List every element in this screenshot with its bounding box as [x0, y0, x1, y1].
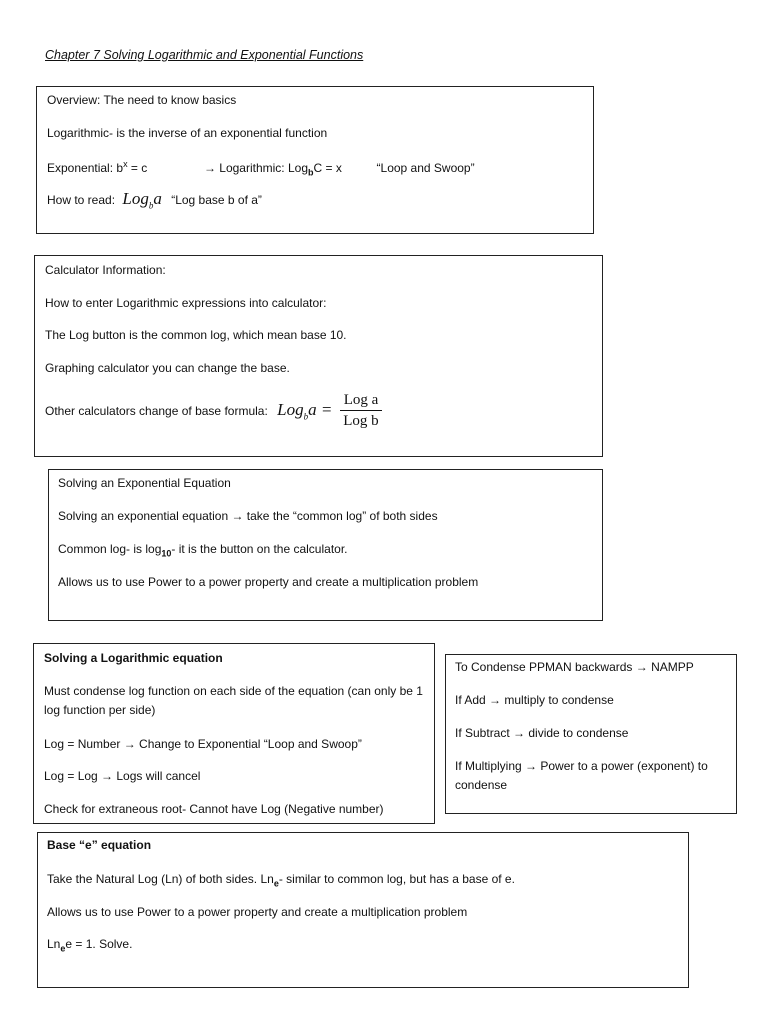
calculator-button-text: - it is the button on the calculator. [171, 542, 348, 556]
logarithmic-equation: C = x [313, 161, 342, 175]
base-e-heading: Base “e” equation [47, 838, 152, 852]
exponential-line-3: Allows us to use Power to a power property and create a multiplication problem [58, 575, 479, 589]
arrow-icon: → [203, 161, 216, 175]
logarithmic-definition: Logarithmic- is the inverse of an exponential function [47, 126, 328, 140]
ln-text: Ln [47, 937, 61, 951]
formula-a: a = [308, 400, 333, 420]
calculator-heading: Calculator Information: [45, 263, 166, 277]
logarithmic-line-1: Must condense log function on each side of the equation (can only be 1 log function per side) [44, 684, 423, 717]
exponential-label: Exponential: b [47, 161, 124, 175]
ln-base-e: e [273, 878, 279, 889]
formula-base: b [303, 411, 309, 422]
base-e-line-1 [47, 872, 515, 888]
natural-log-text: Take the Natural Log (Ln) of both sides. Ln [47, 872, 274, 886]
exponential-line-1: Solving an exponential equation → take the “common log” of both sides [58, 509, 438, 523]
read-base: b [148, 200, 154, 211]
logarithmic-heading: Solving a Logarithmic equation [44, 651, 223, 665]
calculator-line-1: How to enter Logarithmic expressions into calculator: [45, 296, 327, 310]
how-to-read-row [47, 189, 262, 210]
change-of-base-fraction [340, 392, 383, 430]
exponential-equation-box [48, 469, 603, 621]
how-to-read-label: How to read: [47, 193, 116, 207]
change-of-base-label: Other calculators change of base formula: [45, 404, 268, 418]
logarithmic-label: Logarithmic: Log [215, 161, 308, 175]
exponential-line-2 [58, 542, 348, 558]
ln-e-equals-one: e = 1. Solve. [65, 937, 133, 951]
formula-log: Log [277, 400, 304, 420]
exponent-x: x [123, 159, 128, 169]
fraction-denominator: Log b [343, 413, 379, 429]
base-e-line-2: Allows us to use Power to a power property and create a multiplication problem [47, 905, 468, 919]
exponential-heading: Solving an Exponential Equation [58, 476, 231, 490]
overview-heading: Overview: The need to know basics [47, 93, 237, 107]
read-meaning: “Log base b of a” [171, 193, 262, 207]
page-title: Chapter 7 Solving Logarithmic and Exponential Functions [45, 48, 364, 62]
read-log: Log [122, 189, 149, 208]
base-10: 10 [161, 548, 172, 559]
log-base-b: b [308, 167, 314, 178]
condense-line-4: If Multiplying → Power to a power (exponent) to condense [455, 759, 708, 792]
condense-line-3: If Subtract → divide to condense [455, 726, 629, 740]
natural-log-similar: - similar to common log, but has a base of e. [278, 872, 515, 886]
calculator-box [34, 255, 603, 457]
logarithmic-equation-box [33, 643, 435, 824]
overview-box [36, 86, 594, 234]
logarithmic-line-4: Check for extraneous root- Cannot have Log (Negative number) [44, 802, 384, 816]
calculator-line-2: The Log button is the common log, which mean base 10. [45, 328, 347, 342]
fraction-numerator: Log a [340, 392, 383, 411]
exponential-logarithmic-forms [47, 159, 475, 177]
base-e-line-3 [47, 937, 132, 953]
base-e-box [37, 832, 689, 988]
read-a: a [153, 189, 162, 208]
change-of-base-row [45, 392, 382, 430]
condense-line-2: If Add → multiply to condense [455, 693, 614, 707]
condense-box [445, 654, 737, 814]
condense-line-1: To Condense PPMAN backwards → NAMPP [455, 660, 694, 674]
logarithmic-line-2: Log = Number → Change to Exponential “Loop and Swoop” [44, 737, 362, 751]
calculator-line-3: Graphing calculator you can change the base. [45, 361, 290, 375]
logarithmic-line-3: Log = Log → Logs will cancel [44, 769, 201, 783]
ln-e-sub: e [60, 943, 66, 954]
loop-and-swoop: “Loop and Swoop” [376, 161, 475, 175]
common-log-text: Common log- is log [58, 542, 162, 556]
exponential-equation: = c [127, 161, 148, 175]
